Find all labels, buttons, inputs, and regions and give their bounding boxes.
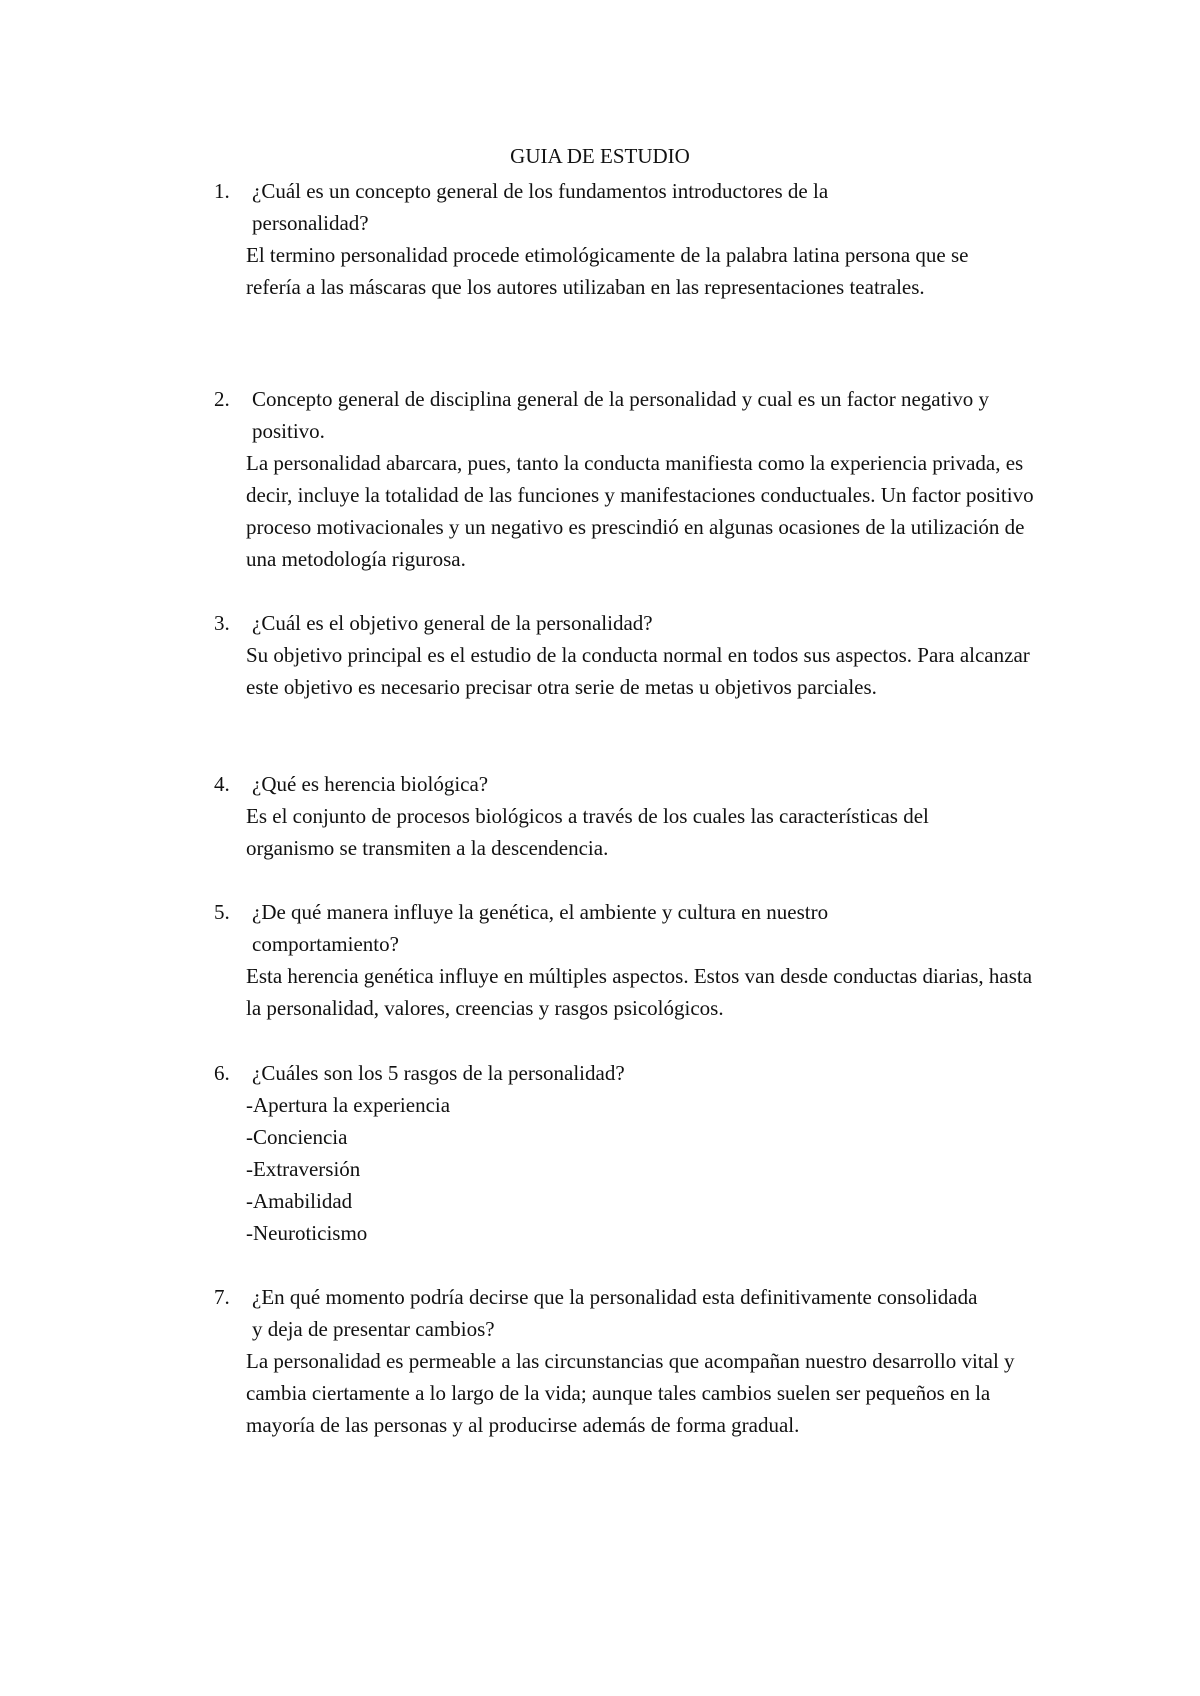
item-question: ¿De qué manera influye la genética, el ambiente y cultura en nuestro comportamiento? xyxy=(252,900,829,956)
study-item-6 xyxy=(214,1057,1074,1249)
item-question: ¿Cuál es el objetivo general de la personalidad? xyxy=(252,611,653,635)
study-item-7 xyxy=(214,1281,1034,1441)
trait-list-item: -Conciencia xyxy=(246,1125,348,1149)
trait-list-item: -Apertura la experiencia xyxy=(246,1093,451,1117)
study-item-3 xyxy=(214,607,1044,703)
item-number: 6. xyxy=(214,1061,230,1085)
item-answer: El termino personalidad procede etimológicamente de la palabra latina persona que se refería a las máscaras que los autores utilizaban en las representaciones teatrales. xyxy=(246,243,969,299)
trait-list-item: -Extraversión xyxy=(246,1157,361,1181)
item-number: 5. xyxy=(214,900,230,924)
item-question: ¿Cuáles son los 5 rasgos de la personalidad? xyxy=(252,1061,625,1085)
item-question: Concepto general de disciplina general de la personalidad y cual es un factor negativo y positivo. xyxy=(252,387,990,443)
item-answer: La personalidad es permeable a las circunstancias que acompañan nuestro desarrollo vital y cambia ciertamente a lo largo de la vida; aunque tales cambios suelen ser pequeños en la mayoría de las personas y al producirse además de forma gradual. xyxy=(246,1349,1015,1437)
study-item-2 xyxy=(214,383,1054,575)
item-answer: La personalidad abarcara, pues, tanto la conducta manifiesta como la experiencia privada, es decir, incluye la totalidad de las funciones y manifestaciones conductuales. Un factor positivo proceso motivacionales y un negativo es prescindió en algunas ocasiones de la utilización de una metodología rigurosa. xyxy=(246,451,1034,571)
item-question: ¿Cuál es un concepto general de los fundamentos introductores de la personalidad? xyxy=(252,179,829,235)
item-number: 4. xyxy=(214,772,230,796)
item-number: 7. xyxy=(214,1285,230,1309)
trait-list-item: -Amabilidad xyxy=(246,1189,353,1213)
study-item-5 xyxy=(214,896,1034,1024)
item-question: ¿Qué es herencia biológica? xyxy=(252,772,489,796)
item-number: 2. xyxy=(214,387,230,411)
item-number: 1. xyxy=(214,179,230,203)
document-title: GUIA DE ESTUDIO xyxy=(510,144,690,168)
study-item-4 xyxy=(214,768,1014,864)
item-answer: Su objetivo principal es el estudio de la conducta normal en todos sus aspectos. Para alcanzar este objetivo es necesario precisar otra serie de metas u objetivos parciales. xyxy=(246,643,1030,699)
item-answer: Esta herencia genética influye en múltiples aspectos. Estos van desde conductas diarias, hasta la personalidad, valores, creencias y rasgos psicológicos. xyxy=(246,964,1033,1020)
item-question: ¿En qué momento podría decirse que la personalidad esta definitivamente consolidada y deja de presentar cambios? xyxy=(252,1285,978,1341)
study-item-1 xyxy=(214,175,1014,303)
trait-list-item: -Neuroticismo xyxy=(246,1221,368,1245)
item-number: 3. xyxy=(214,611,230,635)
item-answer: Es el conjunto de procesos biológicos a través de los cuales las características del organismo se transmiten a la descendencia. xyxy=(246,804,929,860)
